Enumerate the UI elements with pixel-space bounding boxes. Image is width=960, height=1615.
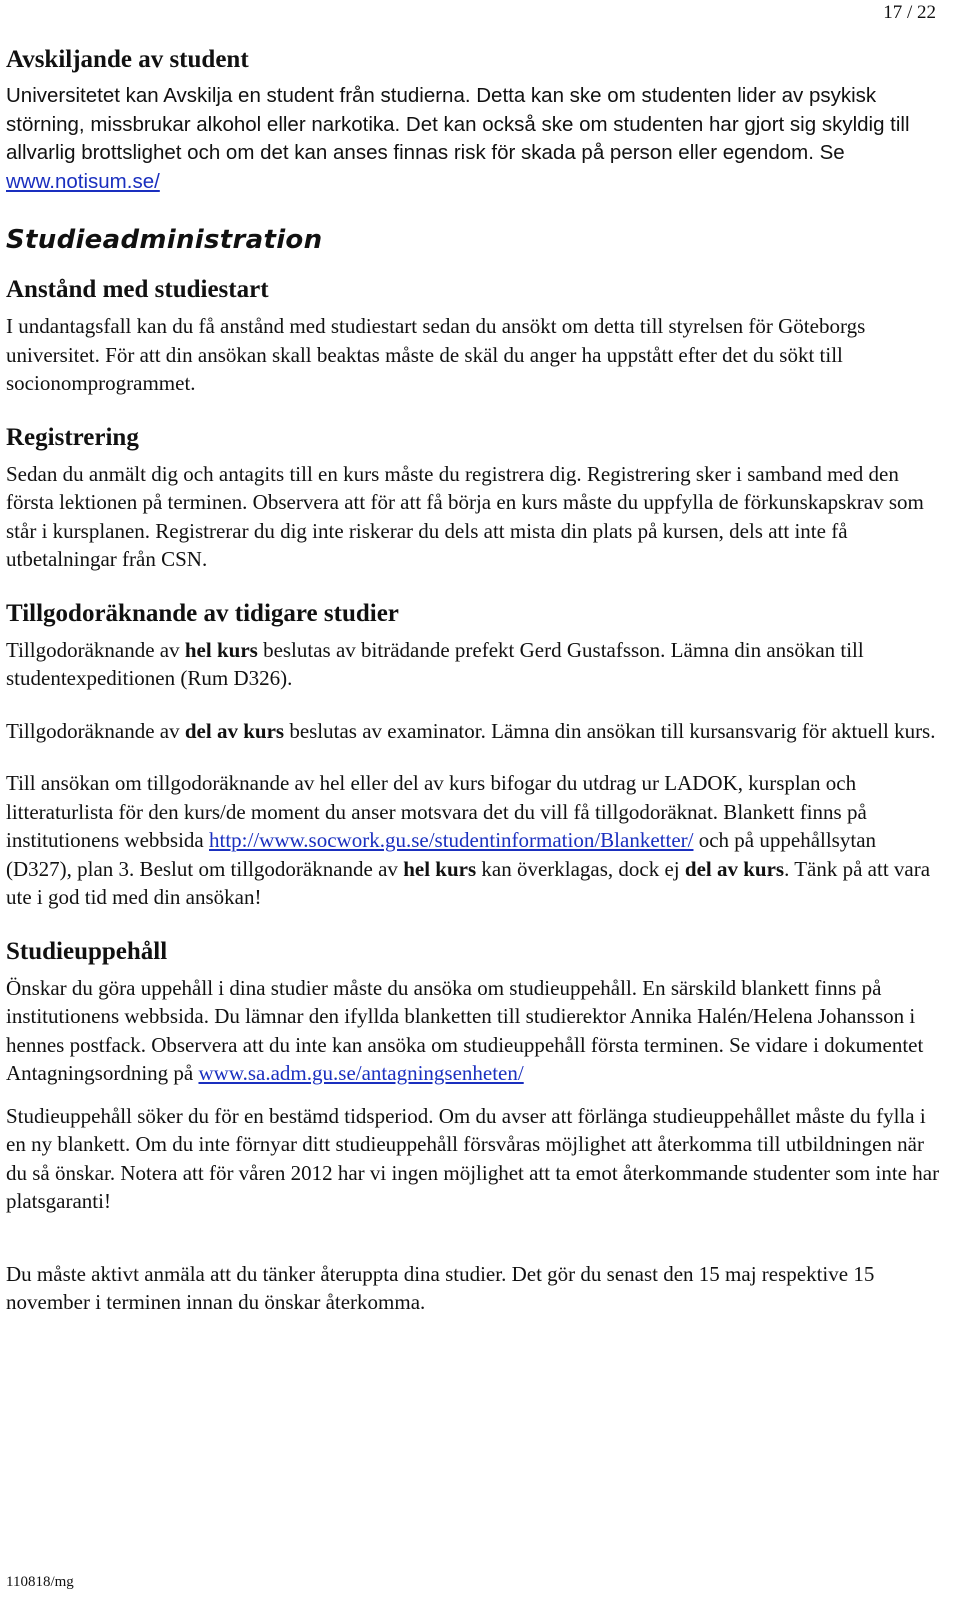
heading-studieuppehall: Studieuppehåll	[6, 937, 168, 965]
heading-anstand: Anstånd med studiestart	[6, 276, 269, 303]
tillgodo-p1-bold: hel kurs	[184, 637, 258, 662]
paragraph-studieuppehall-1	[6, 974, 942, 1088]
paragraph-registrering: Sedan du anmält dig och antagits till en kurs måste du registrera dig. Registrering sker i samband med den första lektionen på terminen. Observera att för att få börja en kurs måste du uppfylla de förkunskapskrav som står i kursplanen. Registrerar du dig inte riskerar du dels att mista din plats på kursen, dels att inte få utbetalningar från CSN.	[6, 461, 924, 571]
blanketter-link[interactable]: http://www.socwork.gu.se/studentinformation/Blanketter/	[209, 828, 694, 852]
avskiljande-text: Universitetet kan Avskilja en student från studierna. Detta kan ske om studenten lider av psykisk störning, missbrukar alkohol eller narkotika. Det kan också ske om studenten har gjort sig skyldig till allvarlig brottslighet och om det kan anses finnas risk för skada på person eller egendom. Se	[6, 84, 910, 164]
paragraph-avskiljande	[6, 82, 942, 196]
antagningsenheten-link[interactable]: www.sa.adm.gu.se/antagningsenheten/	[198, 1061, 524, 1085]
paragraph-studieuppehall-2: Studieuppehåll söker du för en bestämd tidsperiod. Om du avser att förlänga studieuppehållet måste du fylla i en ny blankett. Om du inte förnyar ditt studieuppehåll försvåras möjlighet att återkomma till utbildningen när du så önskar. Notera att för våren 2012 har vi ingen möjlighet att ta emot återkommande studenter som inte har platsgaranti!	[6, 1103, 940, 1213]
tillgodo-p3-text-d: . Tänk på att vara ute i god tid med din ansökan!	[6, 856, 931, 909]
tillgodo-p2-bold: del av kurs	[184, 718, 285, 743]
paragraph-studieuppehall-3: Du måste aktivt anmäla att du tänker återuppta dina studier. Det gör du senast den 15 maj respektive 15 november i terminen innan du önskar återkomma.	[6, 1261, 875, 1314]
paragraph-tillgodo-3	[6, 769, 942, 912]
tillgodo-p2-text-c: beslutas av examinator. Lämna din ansökan till kursansvarig för aktuell kurs.	[284, 718, 936, 743]
tillgodo-p1-text-c: beslutas av biträdande prefekt Gerd Gustafsson. Lämna din ansökan till studentexpeditionen (Rum D326).	[6, 637, 864, 690]
heading-avskiljande: Avskiljande av student	[6, 46, 249, 73]
tillgodo-p3-bold-2: del av kurs	[684, 856, 785, 881]
tillgodo-p2-text-a: Tillgodoräknande av	[6, 718, 185, 743]
main-title: Studieadministration	[6, 225, 323, 255]
heading-tillgodo: Tillgodoräknande av tidigare studier	[6, 599, 399, 627]
document-body	[6, 44, 942, 1317]
tillgodo-p3-text-b: och på uppehållsytan (D327), plan 3. Beslut om tillgodoräknande av	[6, 828, 877, 881]
tillgodo-p1-text-a: Tillgodoräknande av	[6, 637, 185, 662]
paragraph-tillgodo-2	[6, 717, 942, 746]
paragraph-anstand: I undantagsfall kan du få anstånd med studiestart sedan du ansökt om detta till styrelsen för Göteborgs universitet. För att din ansökan skall beaktas måste de skäl du anger ha uppstått efter det du sökt till socionomprogrammet.	[6, 314, 866, 395]
studieuppehall-p1-text: Önskar du göra uppehåll i dina studier måste du ansöka om studieuppehåll. En särskild blankett finns på institutionens webbsida. Du lämnar den ifyllda blanketten till studierektor Annika Halén/Helena Johansson i hennes postfack. Observera att du inte kan ansöka om studieuppehåll första terminen. Se vidare i dokumentet Antagningsordning på	[6, 975, 924, 1085]
paragraph-tillgodo-1	[6, 636, 942, 693]
tillgodo-p3-text-c: kan överklagas, dock ej	[476, 856, 685, 881]
tillgodo-p3-bold-1: hel kurs	[403, 856, 477, 881]
tillgodo-p3-text-a: Till ansökan om tillgodoräknande av hel eller del av kurs bifogar du utdrag ur LADOK, kursplan och litteraturlista för den kurs/de moment du anser motsvara det du vill få tillgodoräknat. Blankett finns på institutionens webbsida	[6, 771, 867, 852]
footer-code: 110818/mg	[6, 1574, 74, 1590]
notisum-link[interactable]: www.notisum.se/	[6, 169, 160, 193]
heading-registrering: Registrering	[6, 423, 139, 451]
page-number: 17 / 22	[883, 2, 936, 23]
